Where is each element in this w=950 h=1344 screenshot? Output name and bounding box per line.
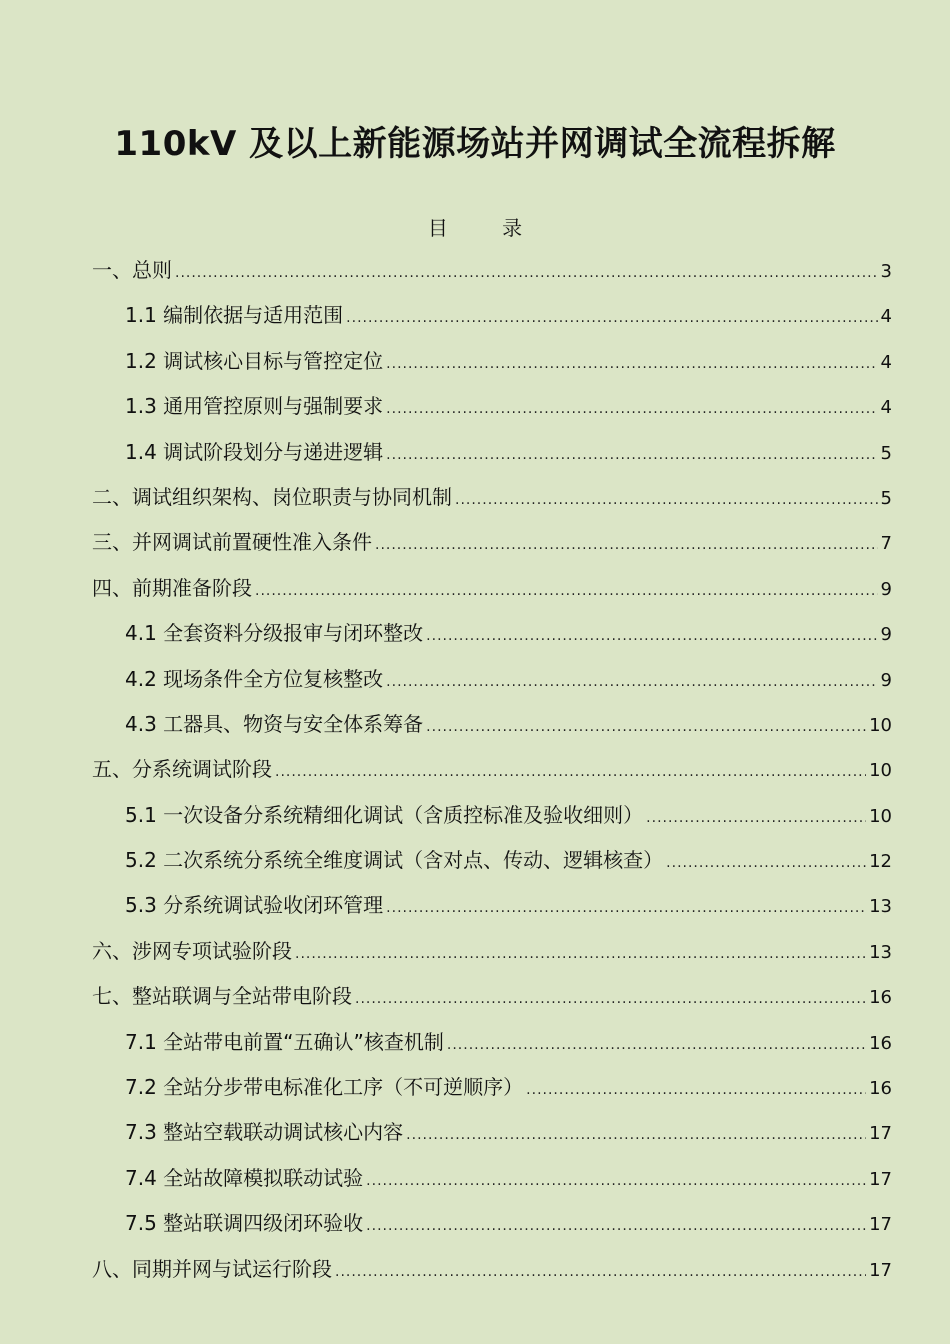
toc-dot-leader (175, 257, 878, 289)
toc-dot-leader (426, 711, 866, 743)
toc-entry[interactable] (92, 935, 892, 980)
toc-entry-label: 7.4 全站故障模拟联动试验 (125, 1165, 364, 1190)
toc-entry-label: 4.2 现场条件全方位复核整改 (125, 666, 384, 691)
toc-dot-leader (447, 1029, 866, 1061)
toc-dot-leader (455, 484, 878, 516)
toc-entry-page-number: 10 (869, 805, 892, 827)
toc-entry-page-number: 7 (880, 533, 892, 555)
toc-entry[interactable] (92, 1026, 892, 1071)
toc-entry[interactable] (92, 753, 892, 798)
toc-entry-label: 5.2 二次系统分系统全维度调试（含对点、传动、逻辑核查） (125, 848, 664, 873)
toc-entry-label: 7.5 整站联调四级闭环验收 (125, 1211, 364, 1236)
toc-entry-page-number: 16 (869, 987, 892, 1009)
toc-entry[interactable] (92, 844, 892, 889)
toc-dot-leader (366, 1210, 866, 1242)
toc-entry-label: 八、同期并网与试运行阶段 (92, 1256, 332, 1281)
toc-entry-label: 1.2 调试核心目标与管控定位 (125, 348, 384, 373)
toc-entry-label: 四、前期准备阶段 (92, 575, 252, 600)
toc-entry[interactable] (92, 663, 892, 708)
toc-entry[interactable] (92, 889, 892, 934)
toc-entry-label: 三、并网调试前置硬性准入条件 (92, 530, 372, 555)
toc-entry-page-number: 3 (880, 261, 892, 282)
toc-entry-page-number: 13 (869, 896, 892, 918)
toc-dot-leader (386, 666, 877, 698)
toc-dot-leader (375, 529, 878, 561)
toc-entry[interactable] (92, 1253, 892, 1298)
toc-dot-leader (666, 847, 866, 879)
toc-entry-label: 7.2 全站分步带电标准化工序（不可逆顺序） (125, 1075, 524, 1100)
toc-dot-leader (295, 938, 866, 970)
toc-entry-label: 一、总则 (92, 258, 172, 282)
toc-entry-page-number: 5 (880, 487, 892, 509)
toc-entry-page-number: 9 (880, 624, 892, 646)
toc-entry-page-number: 17 (869, 1123, 892, 1145)
toc-entry-page-number: 4 (880, 306, 892, 328)
toc-entry-page-number: 10 (869, 714, 892, 736)
toc-entry-label: 7.1 全站带电前置“五确认”核查机制 (125, 1029, 444, 1054)
toc-dot-leader (275, 756, 866, 788)
toc-dot-leader (335, 1256, 866, 1288)
toc-entry[interactable] (92, 1162, 892, 1207)
toc-entry[interactable] (92, 617, 892, 662)
toc-entry[interactable] (92, 254, 892, 299)
toc-entry[interactable] (92, 1071, 892, 1116)
toc-entry[interactable] (92, 708, 892, 753)
toc-entry-label: 5.1 一次设备分系统精细化调试（含质控标准及验收细则） (125, 802, 644, 827)
toc-entry[interactable] (92, 526, 892, 571)
toc-entry-label: 4.3 工器具、物资与安全体系筹备 (125, 711, 424, 736)
table-of-contents (92, 254, 892, 1298)
toc-entry-label: 4.1 全套资料分级报审与闭环整改 (125, 621, 424, 646)
toc-dot-leader (386, 348, 877, 380)
toc-entry-label: 五、分系统调试阶段 (92, 757, 272, 782)
toc-entry-page-number: 4 (880, 397, 892, 419)
toc-dot-leader (386, 439, 877, 471)
toc-entry[interactable] (92, 1116, 892, 1161)
toc-entry-label: 1.4 调试阶段划分与递进逻辑 (125, 439, 384, 464)
toc-entry[interactable] (92, 299, 892, 344)
toc-entry-page-number: 16 (869, 1078, 892, 1100)
toc-dot-leader (366, 1165, 866, 1197)
toc-heading: 目 录 (427, 216, 547, 240)
toc-entry-page-number: 12 (869, 851, 892, 873)
toc-dot-leader (386, 892, 866, 924)
toc-entry-page-number: 16 (869, 1032, 892, 1054)
toc-entry-label: 5.3 分系统调试验收闭环管理 (125, 893, 384, 918)
toc-entry[interactable] (92, 390, 892, 435)
toc-entry[interactable] (92, 980, 892, 1025)
toc-entry-label: 7.3 整站空载联动调试核心内容 (125, 1120, 404, 1145)
toc-dot-leader (406, 1119, 866, 1151)
toc-dot-leader (646, 802, 866, 834)
toc-entry-page-number: 13 (869, 941, 892, 963)
toc-entry-label: 七、整站联调与全站带电阶段 (92, 984, 352, 1009)
toc-dot-leader (426, 620, 877, 652)
document-title: 110kV 及以上新能源场站并网调试全流程拆解 (114, 124, 836, 164)
toc-entry-label: 1.1 编制依据与适用范围 (125, 303, 344, 328)
toc-entry[interactable] (92, 345, 892, 390)
toc-entry-page-number: 4 (880, 351, 892, 373)
toc-entry[interactable] (92, 799, 892, 844)
toc-entry-label: 二、调试组织架构、岗位职责与协同机制 (92, 484, 452, 509)
toc-entry-label: 1.3 通用管控原则与强制要求 (125, 394, 384, 419)
toc-entry-page-number: 17 (869, 1168, 892, 1190)
toc-dot-leader (386, 393, 877, 425)
toc-entry-page-number: 9 (880, 578, 892, 600)
toc-entry[interactable] (92, 436, 892, 481)
toc-dot-leader (355, 983, 866, 1015)
toc-entry[interactable] (92, 481, 892, 526)
toc-dot-leader (346, 302, 877, 334)
toc-entry-label: 六、涉网专项试验阶段 (92, 938, 292, 963)
toc-entry[interactable] (92, 572, 892, 617)
toc-entry-page-number: 9 (880, 669, 892, 691)
toc-entry-page-number: 5 (880, 442, 892, 464)
toc-entry-page-number: 17 (869, 1214, 892, 1236)
toc-entry[interactable] (92, 1207, 892, 1252)
toc-entry-page-number: 10 (869, 760, 892, 782)
toc-entry-page-number: 17 (869, 1259, 892, 1281)
toc-dot-leader (526, 1074, 866, 1106)
toc-dot-leader (255, 575, 878, 607)
